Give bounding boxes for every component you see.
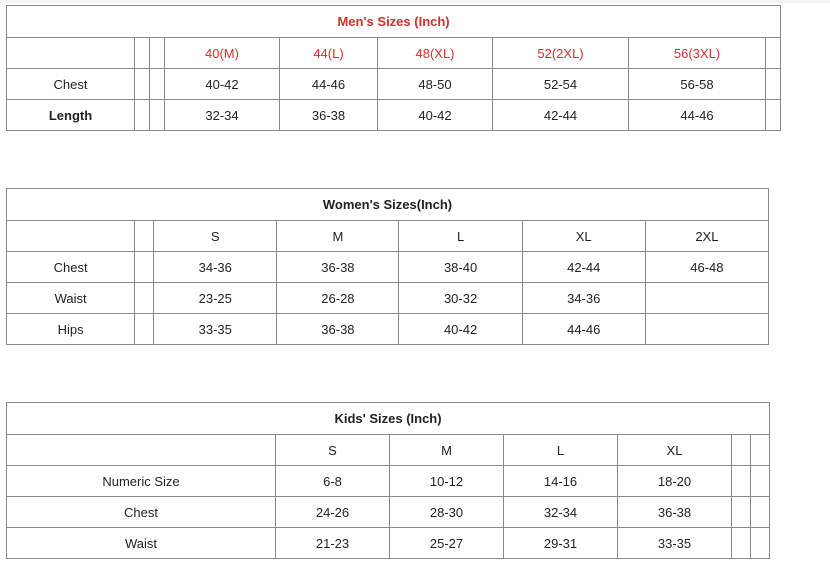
row-label: Numeric Size	[7, 466, 276, 497]
size-value: 52-54	[493, 69, 629, 100]
spacer-cell	[766, 69, 781, 100]
size-header: L	[504, 435, 618, 466]
size-value: 10-12	[390, 466, 504, 497]
size-header: 40(M)	[165, 38, 280, 69]
spacer-cell	[135, 252, 154, 283]
row-label: Length	[7, 100, 135, 131]
size-value: 36-38	[280, 100, 378, 131]
size-value: 36-38	[277, 252, 399, 283]
womens-table-title: Women's Sizes(Inch)	[7, 189, 769, 221]
spacer-cell	[150, 69, 165, 100]
spacer-cell	[135, 38, 150, 69]
size-value: 24-26	[276, 497, 390, 528]
size-value: 40-42	[165, 69, 280, 100]
kids-table-title: Kids' Sizes (Inch)	[7, 403, 770, 435]
kids-size-table	[6, 402, 770, 559]
spacer-cell	[751, 497, 770, 528]
spacer-cell	[732, 435, 751, 466]
size-value: 40-42	[399, 314, 522, 345]
size-header: XL	[522, 221, 645, 252]
size-value: 18-20	[618, 466, 732, 497]
womens-size-table	[6, 188, 769, 345]
size-value: 36-38	[618, 497, 732, 528]
size-header: XL	[618, 435, 732, 466]
size-value: 32-34	[165, 100, 280, 131]
size-value: 29-31	[504, 528, 618, 559]
spacer-cell	[150, 100, 165, 131]
spacer-cell	[766, 100, 781, 131]
size-value: 26-28	[277, 283, 399, 314]
size-value: 33-35	[618, 528, 732, 559]
spacer-cell	[751, 466, 770, 497]
size-value: 6-8	[276, 466, 390, 497]
size-header: 44(L)	[280, 38, 378, 69]
row-label: Chest	[7, 252, 135, 283]
size-value	[645, 314, 768, 345]
size-value: 56-58	[629, 69, 766, 100]
size-value: 34-36	[522, 283, 645, 314]
size-value: 44-46	[629, 100, 766, 131]
size-value: 44-46	[280, 69, 378, 100]
size-value: 38-40	[399, 252, 522, 283]
size-value: 42-44	[522, 252, 645, 283]
size-header: M	[390, 435, 504, 466]
size-header: S	[276, 435, 390, 466]
header-empty-cell	[7, 38, 135, 69]
top-strip	[0, 0, 830, 3]
spacer-cell	[135, 283, 154, 314]
size-value: 28-30	[390, 497, 504, 528]
size-header: M	[277, 221, 399, 252]
row-label: Waist	[7, 528, 276, 559]
size-value: 48-50	[378, 69, 493, 100]
mens-table-title: Men's Sizes (Inch)	[7, 6, 781, 38]
spacer-cell	[751, 435, 770, 466]
size-header: 48(XL)	[378, 38, 493, 69]
size-value: 46-48	[645, 252, 768, 283]
size-value: 23-25	[154, 283, 277, 314]
spacer-cell	[135, 69, 150, 100]
size-header: S	[154, 221, 277, 252]
spacer-cell	[732, 528, 751, 559]
size-value: 42-44	[493, 100, 629, 131]
row-label: Hips	[7, 314, 135, 345]
spacer-cell	[766, 38, 781, 69]
mens-size-table	[6, 5, 781, 131]
header-empty-cell	[7, 221, 135, 252]
size-value: 36-38	[277, 314, 399, 345]
row-label: Chest	[7, 497, 276, 528]
row-label: Chest	[7, 69, 135, 100]
header-empty-cell	[7, 435, 276, 466]
size-header: 52(2XL)	[493, 38, 629, 69]
row-label: Waist	[7, 283, 135, 314]
size-header: 56(3XL)	[629, 38, 766, 69]
size-value: 14-16	[504, 466, 618, 497]
spacer-cell	[150, 38, 165, 69]
spacer-cell	[751, 528, 770, 559]
size-value: 25-27	[390, 528, 504, 559]
spacer-cell	[135, 221, 154, 252]
spacer-cell	[135, 100, 150, 131]
size-value	[645, 283, 768, 314]
spacer-cell	[732, 497, 751, 528]
size-value: 34-36	[154, 252, 277, 283]
size-value: 40-42	[378, 100, 493, 131]
size-value: 44-46	[522, 314, 645, 345]
spacer-cell	[135, 314, 154, 345]
size-value: 30-32	[399, 283, 522, 314]
size-value: 21-23	[276, 528, 390, 559]
spacer-cell	[732, 466, 751, 497]
size-value: 33-35	[154, 314, 277, 345]
size-header: 2XL	[645, 221, 768, 252]
size-header: L	[399, 221, 522, 252]
size-value: 32-34	[504, 497, 618, 528]
